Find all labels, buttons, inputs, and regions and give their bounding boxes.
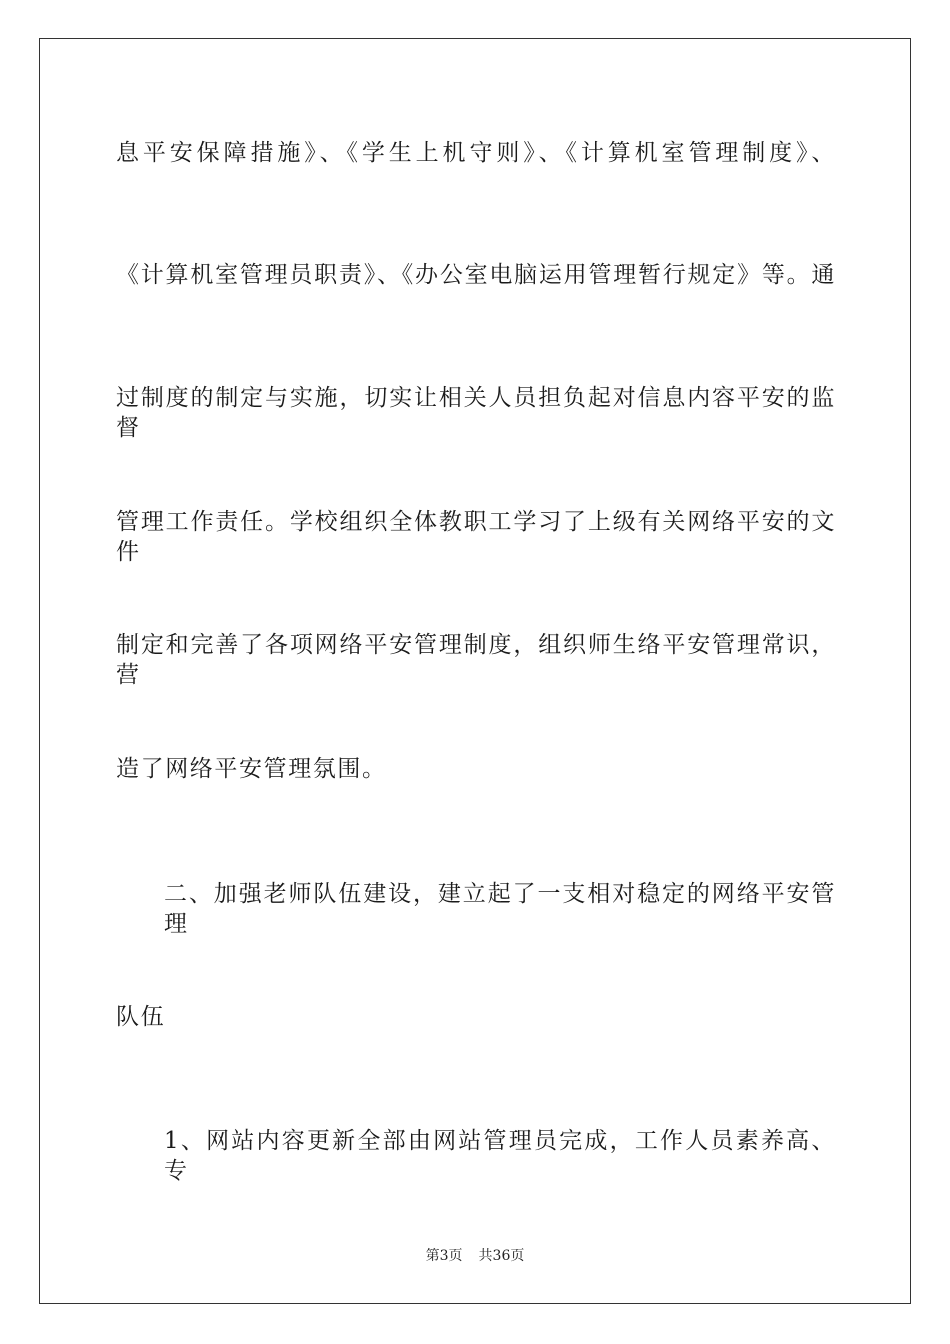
paragraph-line: 1、网站内容更新全部由网站管理员完成，工作人员素养高、专 <box>164 1128 836 1184</box>
paragraph-line: 《计算机室管理员职责》、《办公室电脑运用管理暂行规定》等。通 <box>116 262 836 288</box>
paragraph-line: 造了网络平安管理氛围。 <box>116 756 387 782</box>
paragraph-line: 息平安保障措施》、《学生上机守则》、《计算机室管理制度》、 <box>116 140 836 166</box>
section-heading-line: 二、加强老师队伍建设，建立起了一支相对稳定的网络平安管理 <box>164 881 836 937</box>
total-pages: 共36页 <box>478 1248 525 1264</box>
paragraph-line: 制定和完善了各项网络平安管理制度，组织师生络平安管理常识，营 <box>116 632 836 688</box>
page-number: 第3页 <box>425 1248 463 1264</box>
page-footer <box>0 1247 950 1265</box>
paragraph-line: 过制度的制定与实施，切实让相关人员担负起对信息内容平安的监督 <box>116 385 836 441</box>
paragraph-line: 管理工作责任。学校组织全体教职工学习了上级有关网络平安的文件 <box>116 509 836 565</box>
section-heading-line: 队伍 <box>116 1004 166 1030</box>
